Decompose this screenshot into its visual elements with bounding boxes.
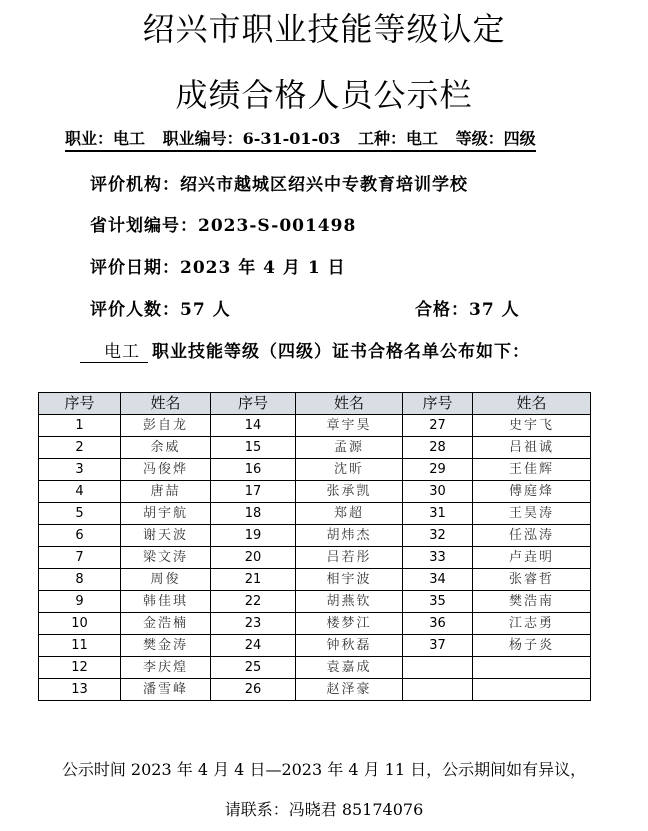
cell-serial: 6 xyxy=(39,525,121,547)
page-title-line2: 成绩合格人员公示栏 xyxy=(175,76,473,114)
contact-info: 请联系：冯晓君 85174076 xyxy=(224,800,424,819)
cell-name: 吕若彤 xyxy=(296,547,403,569)
cell-name: 李庆煌 xyxy=(121,657,211,679)
cell-name: 韩佳琪 xyxy=(121,591,211,613)
cell-serial: 26 xyxy=(211,679,296,701)
cell-name: 樊金涛 xyxy=(121,635,211,657)
table-row xyxy=(39,437,591,459)
cell-name: 唐喆 xyxy=(121,481,211,503)
cell-serial: 23 xyxy=(211,613,296,635)
cell-name: 张承凯 xyxy=(296,481,403,503)
cell-serial: 36 xyxy=(403,613,473,635)
occupation-summary xyxy=(65,126,536,152)
cell-serial: 31 xyxy=(403,503,473,525)
cell-serial: 11 xyxy=(39,635,121,657)
cell-name: 张睿哲 xyxy=(473,569,591,591)
announcement-occupation-blank: 电工 xyxy=(80,337,148,363)
header-name-3: 姓名 xyxy=(473,393,591,415)
cell-name: 史宇飞 xyxy=(473,415,591,437)
cell-serial xyxy=(403,657,473,679)
cell-serial: 16 xyxy=(211,459,296,481)
occupation-code-label: 职业编号：6-31-01-03 xyxy=(162,129,341,148)
header-serial-1: 序号 xyxy=(39,393,121,415)
table-row xyxy=(39,591,591,613)
cell-serial: 29 xyxy=(403,459,473,481)
cell-serial: 5 xyxy=(39,503,121,525)
table-row xyxy=(39,459,591,481)
cell-name: 王佳辉 xyxy=(473,459,591,481)
table-row xyxy=(39,503,591,525)
cell-name: 金浩楠 xyxy=(121,613,211,635)
cell-serial: 14 xyxy=(211,415,296,437)
evaluation-organization: 评价机构：绍兴市越城区绍兴中专教育培训学校 xyxy=(90,175,468,195)
header-serial-3: 序号 xyxy=(403,393,473,415)
cell-name: 胡宇航 xyxy=(121,503,211,525)
cell-name: 赵泽豪 xyxy=(296,679,403,701)
cell-name: 余威 xyxy=(121,437,211,459)
cell-name: 相宇波 xyxy=(296,569,403,591)
cell-name: 钟秋磊 xyxy=(296,635,403,657)
cell-name: 王昊涛 xyxy=(473,503,591,525)
cell-name: 卢垚明 xyxy=(473,547,591,569)
qualified-personnel-table xyxy=(38,392,591,701)
evaluation-date: 评价日期：2023 年 4 月 1 日 xyxy=(90,258,346,278)
cell-name: 袁嘉成 xyxy=(296,657,403,679)
cell-serial: 35 xyxy=(403,591,473,613)
cell-serial: 13 xyxy=(39,679,121,701)
table-row xyxy=(39,547,591,569)
table-row xyxy=(39,525,591,547)
cell-serial: 2 xyxy=(39,437,121,459)
cell-serial: 24 xyxy=(211,635,296,657)
plan-number: 省计划编号：2023-S-001498 xyxy=(90,216,357,236)
cell-serial: 34 xyxy=(403,569,473,591)
cell-name: 彭自龙 xyxy=(121,415,211,437)
header-serial-2: 序号 xyxy=(211,393,296,415)
cell-name xyxy=(473,679,591,701)
cell-name: 郑超 xyxy=(296,503,403,525)
table-header-row xyxy=(39,393,591,415)
cell-serial: 3 xyxy=(39,459,121,481)
cell-serial: 37 xyxy=(403,635,473,657)
page-title-line1: 绍兴市职业技能等级认定 xyxy=(142,10,506,48)
table-row xyxy=(39,569,591,591)
announcement xyxy=(80,337,530,363)
cell-name: 周俊 xyxy=(121,569,211,591)
trade-label: 工种：电工 xyxy=(358,129,439,148)
evaluation-count: 评价人数：57 人 xyxy=(90,300,231,320)
table-row xyxy=(39,415,591,437)
cell-serial: 10 xyxy=(39,613,121,635)
cell-serial: 30 xyxy=(403,481,473,503)
cell-name: 梁文涛 xyxy=(121,547,211,569)
occupation-label: 职业：电工 xyxy=(65,129,146,148)
cell-serial: 18 xyxy=(211,503,296,525)
cell-name: 杨子炎 xyxy=(473,635,591,657)
cell-name: 冯俊烨 xyxy=(121,459,211,481)
cell-serial: 20 xyxy=(211,547,296,569)
table-row xyxy=(39,635,591,657)
cell-name: 章宇昊 xyxy=(296,415,403,437)
header-name-1: 姓名 xyxy=(121,393,211,415)
table-row xyxy=(39,481,591,503)
cell-serial: 1 xyxy=(39,415,121,437)
cell-serial: 19 xyxy=(211,525,296,547)
header-name-2: 姓名 xyxy=(296,393,403,415)
table-row xyxy=(39,613,591,635)
level-label: 等级：四级 xyxy=(455,129,536,148)
cell-name: 任泓涛 xyxy=(473,525,591,547)
cell-name: 江志勇 xyxy=(473,613,591,635)
cell-name: 沈昕 xyxy=(296,459,403,481)
cell-name: 孟源 xyxy=(296,437,403,459)
cell-serial: 21 xyxy=(211,569,296,591)
cell-name: 胡燕钦 xyxy=(296,591,403,613)
cell-serial: 25 xyxy=(211,657,296,679)
cell-serial: 4 xyxy=(39,481,121,503)
cell-serial: 8 xyxy=(39,569,121,591)
cell-name: 谢天波 xyxy=(121,525,211,547)
cell-serial xyxy=(403,679,473,701)
publication-period-note: 公示时间 2023 年 4 月 4 日—2023 年 4 月 11 日，公示期间如有异议， xyxy=(61,760,587,779)
table-row xyxy=(39,679,591,701)
announcement-text: 职业技能等级（四级）证书合格名单公布如下： xyxy=(152,342,530,362)
cell-serial: 33 xyxy=(403,547,473,569)
cell-name: 樊浩南 xyxy=(473,591,591,613)
cell-name: 傅庭烽 xyxy=(473,481,591,503)
cell-serial: 27 xyxy=(403,415,473,437)
cell-serial: 12 xyxy=(39,657,121,679)
cell-serial: 17 xyxy=(211,481,296,503)
cell-name: 胡炜杰 xyxy=(296,525,403,547)
cell-serial: 32 xyxy=(403,525,473,547)
cell-name: 楼梦江 xyxy=(296,613,403,635)
table-row xyxy=(39,657,591,679)
cell-serial: 7 xyxy=(39,547,121,569)
cell-name: 潘雪峰 xyxy=(121,679,211,701)
cell-serial: 15 xyxy=(211,437,296,459)
pass-count: 合格：37 人 xyxy=(415,300,520,320)
cell-serial: 9 xyxy=(39,591,121,613)
cell-serial: 28 xyxy=(403,437,473,459)
cell-name xyxy=(473,657,591,679)
cell-serial: 22 xyxy=(211,591,296,613)
cell-name: 吕祖诚 xyxy=(473,437,591,459)
